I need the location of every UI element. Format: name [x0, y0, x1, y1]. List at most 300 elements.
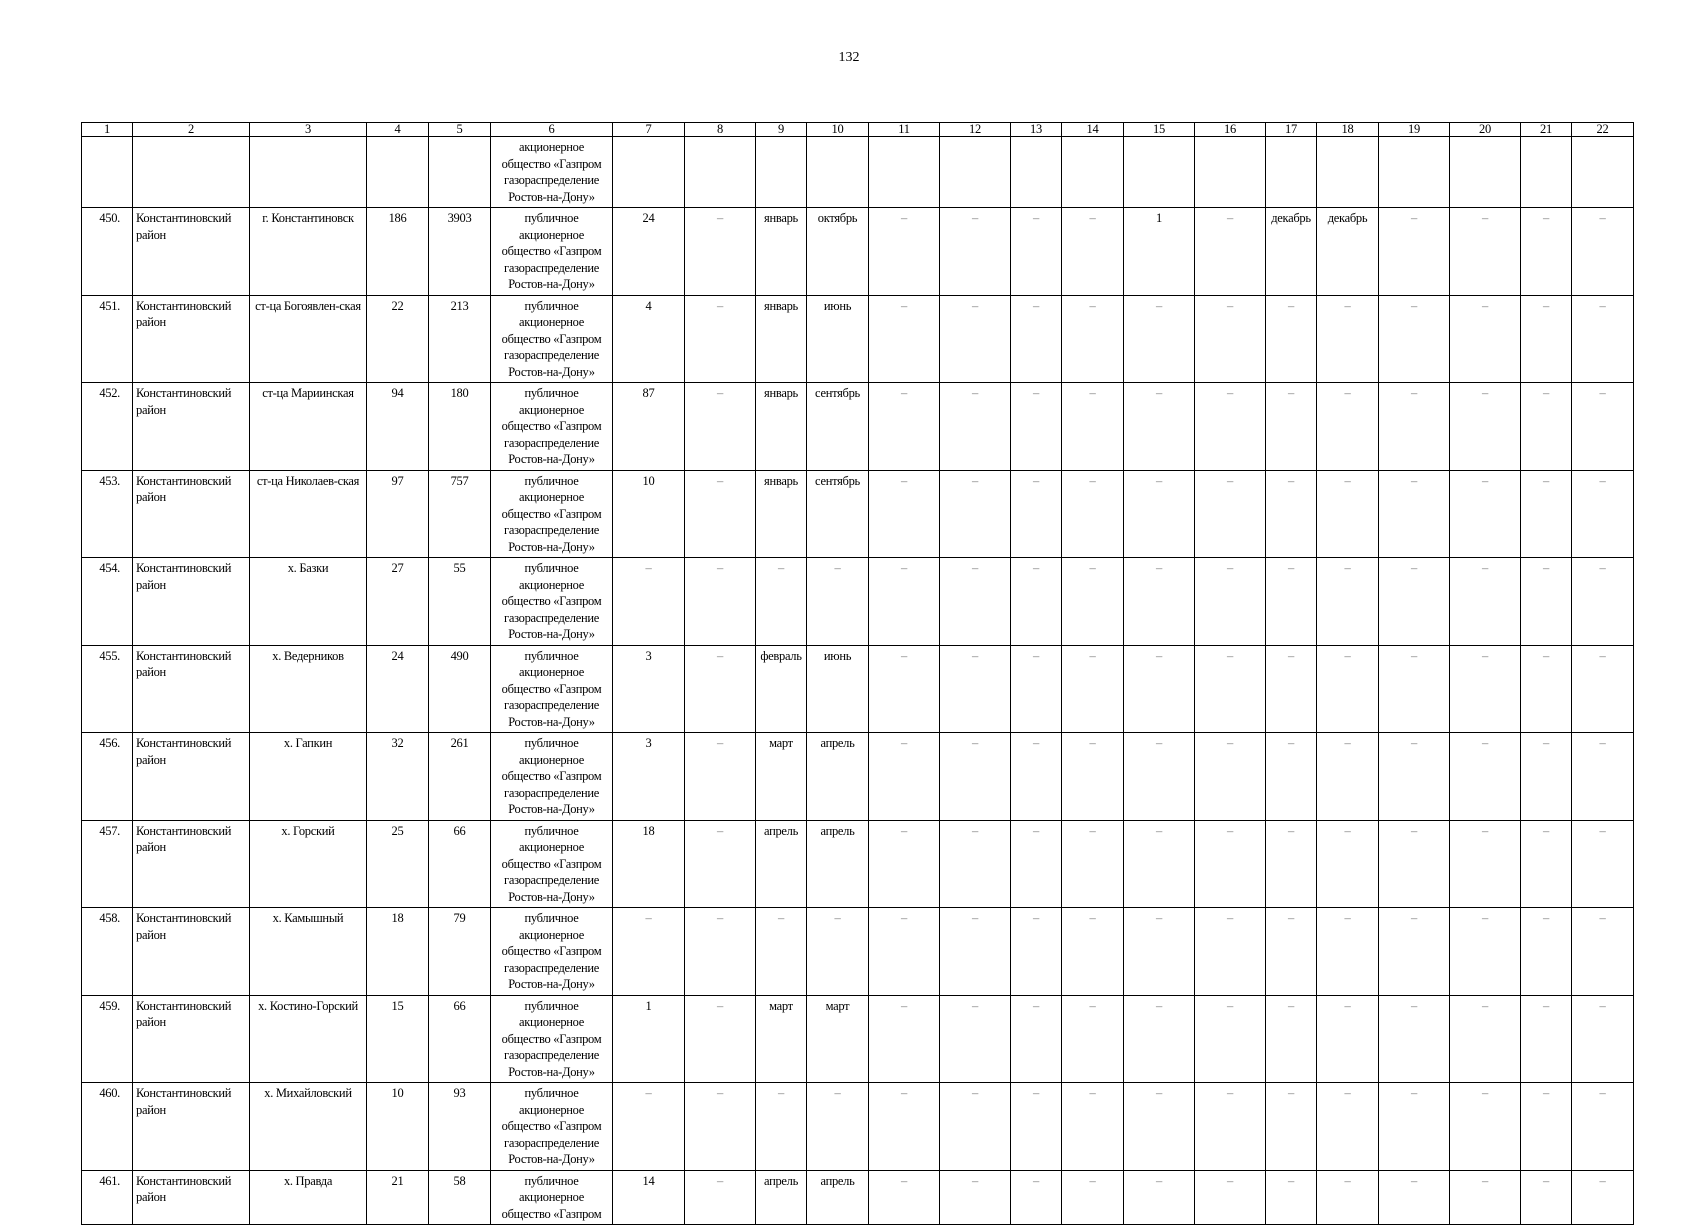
table-cell: январь — [756, 383, 807, 471]
table-cell: сентябрь — [807, 470, 869, 558]
table-cell: – — [1266, 820, 1317, 908]
table-cell: – — [1124, 470, 1195, 558]
table-cell: – — [1317, 995, 1379, 1083]
table-cell: – — [1521, 208, 1572, 296]
table-row-continuation — [82, 137, 1634, 208]
table-cell: – — [1062, 470, 1124, 558]
table-cell: – — [869, 383, 940, 471]
table-cell: январь — [756, 295, 807, 383]
table-cell: – — [685, 558, 756, 646]
table-cell: 32 — [367, 733, 429, 821]
table-cell: 55 — [429, 558, 491, 646]
table-cell: ст-ца Николаев-ская — [250, 470, 367, 558]
table-cell — [1124, 137, 1195, 208]
table-cell: 87 — [613, 383, 685, 471]
table-cell: – — [940, 295, 1011, 383]
table-cell: х. Горский — [250, 820, 367, 908]
table-cell: – — [613, 1083, 685, 1171]
table-row — [82, 1083, 1634, 1171]
table-cell: – — [1124, 908, 1195, 996]
table-cell: 757 — [429, 470, 491, 558]
table-cell: – — [1062, 1083, 1124, 1171]
table-cell: 451. — [82, 295, 133, 383]
table-cell: – — [1195, 1083, 1266, 1171]
column-header: 4 — [367, 123, 429, 137]
column-header: 16 — [1195, 123, 1266, 137]
table-cell: 456. — [82, 733, 133, 821]
table-cell: – — [1572, 820, 1634, 908]
table-cell: – — [1572, 1083, 1634, 1171]
table-cell: х. Базки — [250, 558, 367, 646]
table-cell: – — [1379, 470, 1450, 558]
table-cell: – — [1124, 995, 1195, 1083]
table-cell: публичное акционерное общество «Газпром газораспределение Ростов-на-Дону» — [491, 995, 613, 1083]
column-header: 3 — [250, 123, 367, 137]
table-cell: – — [869, 295, 940, 383]
table-cell: – — [1521, 820, 1572, 908]
table-cell: – — [1266, 645, 1317, 733]
table-cell: – — [1450, 295, 1521, 383]
table-cell — [940, 137, 1011, 208]
table-cell: – — [1450, 1083, 1521, 1171]
page-number: 132 — [838, 50, 860, 65]
table-cell: – — [940, 1170, 1011, 1225]
table-cell: 459. — [82, 995, 133, 1083]
table-cell: ст-ца Мариинская — [250, 383, 367, 471]
table-cell: – — [1195, 1170, 1266, 1225]
column-header: 17 — [1266, 123, 1317, 137]
table-cell — [133, 137, 250, 208]
table-cell: – — [869, 820, 940, 908]
table-cell: – — [1379, 995, 1450, 1083]
table-cell: – — [1572, 208, 1634, 296]
table-cell — [1572, 137, 1634, 208]
table-cell: х. Михайловский — [250, 1083, 367, 1171]
table-cell: – — [1521, 995, 1572, 1083]
table-cell: – — [1011, 558, 1062, 646]
table-cell — [429, 137, 491, 208]
column-header: 12 — [940, 123, 1011, 137]
table-cell: 4 — [613, 295, 685, 383]
table-cell: – — [1124, 295, 1195, 383]
table-cell: Константиновский район — [133, 1170, 250, 1225]
table-cell: – — [1317, 295, 1379, 383]
table-cell: Константиновский район — [133, 470, 250, 558]
table-row — [82, 558, 1634, 646]
table-cell: – — [1266, 1083, 1317, 1171]
table-cell: – — [1450, 733, 1521, 821]
table-cell: март — [756, 995, 807, 1083]
table-cell: – — [940, 558, 1011, 646]
table-cell — [1266, 137, 1317, 208]
column-header: 21 — [1521, 123, 1572, 137]
table-cell: апрель — [756, 1170, 807, 1225]
table-cell: – — [1011, 470, 1062, 558]
table-cell: – — [940, 645, 1011, 733]
table-cell: – — [1266, 295, 1317, 383]
table-cell: март — [756, 733, 807, 821]
table-cell: Константиновский район — [133, 558, 250, 646]
table-cell: январь — [756, 208, 807, 296]
table-cell: – — [685, 820, 756, 908]
table-cell: 455. — [82, 645, 133, 733]
table-cell: – — [940, 995, 1011, 1083]
table-cell: – — [869, 733, 940, 821]
table-cell: Константиновский район — [133, 383, 250, 471]
table-cell: – — [940, 1083, 1011, 1171]
table-cell: г. Константиновск — [250, 208, 367, 296]
table-cell: акционерное общество «Газпром газораспределение Ростов-на-Дону» — [491, 137, 613, 208]
table-cell: – — [1124, 645, 1195, 733]
table-cell: – — [1450, 470, 1521, 558]
table-cell: 180 — [429, 383, 491, 471]
table-cell: – — [1124, 733, 1195, 821]
table-cell: 10 — [367, 1083, 429, 1171]
table-row — [82, 908, 1634, 996]
table-cell: – — [1317, 733, 1379, 821]
table-cell — [1062, 137, 1124, 208]
table-row — [82, 295, 1634, 383]
table-cell: – — [756, 908, 807, 996]
table-cell: – — [1450, 383, 1521, 471]
table-cell: публичное акционерное общество «Газпром газораспределение Ростов-на-Дону» — [491, 733, 613, 821]
table-cell: х. Камышный — [250, 908, 367, 996]
table-cell: – — [1317, 1083, 1379, 1171]
table-cell: 460. — [82, 1083, 133, 1171]
table-cell: – — [869, 208, 940, 296]
table-cell: – — [1572, 470, 1634, 558]
table-cell: сентябрь — [807, 383, 869, 471]
table-cell: – — [1450, 820, 1521, 908]
table-cell: – — [1062, 383, 1124, 471]
table-cell: апрель — [807, 733, 869, 821]
table-cell: публичное акционерное общество «Газпром газораспределение Ростов-на-Дону» — [491, 295, 613, 383]
table-cell: публичное акционерное общество «Газпром газораспределение Ростов-на-Дону» — [491, 1083, 613, 1171]
table-cell: – — [1521, 558, 1572, 646]
table-cell: апрель — [807, 820, 869, 908]
table-cell — [756, 137, 807, 208]
table-cell: публичное акционерное общество «Газпром газораспределение Ростов-на-Дону» — [491, 645, 613, 733]
table-cell: публичное акционерное общество «Газпром газораспределение Ростов-на-Дону» — [491, 208, 613, 296]
table-cell: ст-ца Богоявлен-ская — [250, 295, 367, 383]
table-cell: – — [1266, 558, 1317, 646]
column-header: 11 — [869, 123, 940, 137]
table-cell: – — [1450, 645, 1521, 733]
table-cell: 3903 — [429, 208, 491, 296]
table-cell: – — [1317, 558, 1379, 646]
table-row — [82, 470, 1634, 558]
table-cell: – — [1011, 383, 1062, 471]
table-cell — [250, 137, 367, 208]
table-cell: – — [1572, 558, 1634, 646]
table-cell: – — [1317, 645, 1379, 733]
table-cell: – — [1379, 733, 1450, 821]
table-cell: публичное акционерное общество «Газпром газораспределение Ростов-на-Дону» — [491, 908, 613, 996]
table-cell: 490 — [429, 645, 491, 733]
column-header: 19 — [1379, 123, 1450, 137]
table-cell — [1011, 137, 1062, 208]
table-cell: – — [1266, 1170, 1317, 1225]
table-cell — [613, 137, 685, 208]
table-cell: – — [1521, 908, 1572, 996]
table-cell: – — [869, 645, 940, 733]
table-cell: 22 — [367, 295, 429, 383]
table-cell: х. Костино-Горский — [250, 995, 367, 1083]
table-cell: Константиновский район — [133, 208, 250, 296]
table-cell — [367, 137, 429, 208]
table-cell: – — [807, 908, 869, 996]
column-header: 7 — [613, 123, 685, 137]
table-cell: – — [1124, 1083, 1195, 1171]
table-cell: – — [685, 1083, 756, 1171]
column-header: 13 — [1011, 123, 1062, 137]
table-cell: – — [1450, 208, 1521, 296]
table-cell: – — [1266, 908, 1317, 996]
table-cell: 21 — [367, 1170, 429, 1225]
table-cell: 450. — [82, 208, 133, 296]
column-header: 6 — [491, 123, 613, 137]
table-cell: – — [1124, 1170, 1195, 1225]
table-cell: – — [1011, 295, 1062, 383]
table-cell: март — [807, 995, 869, 1083]
table-cell: июнь — [807, 645, 869, 733]
table-cell — [1195, 137, 1266, 208]
table-cell: 15 — [367, 995, 429, 1083]
table-cell: – — [1062, 820, 1124, 908]
table-cell: 66 — [429, 820, 491, 908]
table-cell: 58 — [429, 1170, 491, 1225]
table-cell: февраль — [756, 645, 807, 733]
table-cell: – — [869, 1170, 940, 1225]
table-cell: – — [869, 470, 940, 558]
table-cell: октябрь — [807, 208, 869, 296]
table-cell — [685, 137, 756, 208]
table-cell: 1 — [613, 995, 685, 1083]
table-cell: – — [685, 470, 756, 558]
table-cell: – — [685, 295, 756, 383]
table-cell: – — [1521, 1083, 1572, 1171]
table-cell: публичное акционерное общество «Газпром газораспределение Ростов-на-Дону» — [491, 558, 613, 646]
table-cell: – — [1062, 995, 1124, 1083]
table-cell: 453. — [82, 470, 133, 558]
table-cell: – — [1379, 383, 1450, 471]
table-cell: – — [1379, 820, 1450, 908]
table-cell: январь — [756, 470, 807, 558]
table-cell: х. Правда — [250, 1170, 367, 1225]
table-cell: 79 — [429, 908, 491, 996]
table-cell: 454. — [82, 558, 133, 646]
table-cell: – — [685, 1170, 756, 1225]
table-cell: – — [1266, 995, 1317, 1083]
table-cell: – — [1011, 1083, 1062, 1171]
table-cell: Константиновский район — [133, 1083, 250, 1171]
table-cell: 3 — [613, 733, 685, 821]
table-cell: – — [1521, 1170, 1572, 1225]
table-cell: – — [1062, 558, 1124, 646]
table-row — [82, 645, 1634, 733]
table-cell: – — [940, 383, 1011, 471]
table-cell: 25 — [367, 820, 429, 908]
table-cell: х. Гапкин — [250, 733, 367, 821]
table-cell: – — [1379, 1170, 1450, 1225]
table-cell: 186 — [367, 208, 429, 296]
table-cell: – — [940, 208, 1011, 296]
table-cell: – — [1379, 208, 1450, 296]
table-cell: июнь — [807, 295, 869, 383]
table-cell: 27 — [367, 558, 429, 646]
table-cell: 66 — [429, 995, 491, 1083]
table-cell: публичное акционерное общество «Газпром газораспределение Ростов-на-Дону» — [491, 383, 613, 471]
table-cell: – — [685, 908, 756, 996]
table-cell: – — [1521, 470, 1572, 558]
table-cell: х. Ведерников — [250, 645, 367, 733]
column-header: 8 — [685, 123, 756, 137]
table-cell: Константиновский район — [133, 295, 250, 383]
table-cell: – — [756, 1083, 807, 1171]
table-cell: – — [1062, 645, 1124, 733]
table-cell: Константиновский район — [133, 733, 250, 821]
table-cell: – — [685, 995, 756, 1083]
table-cell: апрель — [756, 820, 807, 908]
table-cell: – — [940, 908, 1011, 996]
table-body — [82, 137, 1634, 1225]
table-cell: публичное акционерное общество «Газпром газораспределение Ростов-на-Дону» — [491, 470, 613, 558]
table-cell: – — [1379, 908, 1450, 996]
table-cell — [807, 137, 869, 208]
table-cell: – — [1011, 908, 1062, 996]
table-cell: 18 — [367, 908, 429, 996]
table-cell: – — [1195, 733, 1266, 821]
table-cell: 93 — [429, 1083, 491, 1171]
column-header: 10 — [807, 123, 869, 137]
table-cell: – — [869, 558, 940, 646]
table-row — [82, 733, 1634, 821]
table-cell: – — [1062, 1170, 1124, 1225]
table-cell: – — [1011, 733, 1062, 821]
table-cell: – — [1450, 995, 1521, 1083]
column-header: 20 — [1450, 123, 1521, 137]
table-cell: – — [1572, 645, 1634, 733]
table-cell: – — [807, 558, 869, 646]
table-cell: – — [1266, 470, 1317, 558]
table-cell: Константиновский район — [133, 908, 250, 996]
table-row — [82, 820, 1634, 908]
table-cell: – — [1266, 383, 1317, 471]
column-header: 9 — [756, 123, 807, 137]
table-cell: – — [940, 470, 1011, 558]
table-cell: декабрь — [1317, 208, 1379, 296]
table-cell: – — [1195, 208, 1266, 296]
table-cell: – — [613, 908, 685, 996]
table-cell: – — [1521, 295, 1572, 383]
table-cell: – — [1195, 908, 1266, 996]
table-cell: – — [1195, 470, 1266, 558]
table-cell — [869, 137, 940, 208]
table-cell: – — [1521, 645, 1572, 733]
table-cell: 97 — [367, 470, 429, 558]
table-cell: – — [1317, 1170, 1379, 1225]
table-cell: – — [1124, 820, 1195, 908]
table-cell: – — [1450, 908, 1521, 996]
data-table — [81, 122, 1634, 1225]
table-cell: – — [1062, 733, 1124, 821]
table-cell: – — [1317, 908, 1379, 996]
table-cell: – — [685, 208, 756, 296]
column-header: 5 — [429, 123, 491, 137]
table-cell: Константиновский район — [133, 820, 250, 908]
table-cell: – — [1572, 908, 1634, 996]
table-row — [82, 1170, 1634, 1225]
table-cell: – — [1011, 1170, 1062, 1225]
table-cell: – — [1195, 645, 1266, 733]
table-cell — [1379, 137, 1450, 208]
table-cell: – — [1317, 470, 1379, 558]
table-cell: 213 — [429, 295, 491, 383]
table-cell: – — [1521, 733, 1572, 821]
table-cell: – — [1195, 295, 1266, 383]
table-cell: – — [1450, 1170, 1521, 1225]
table-cell: – — [756, 558, 807, 646]
table-header — [82, 123, 1634, 137]
table-cell: – — [685, 383, 756, 471]
table-cell: 458. — [82, 908, 133, 996]
table-cell: – — [1011, 208, 1062, 296]
table-cell: – — [1379, 295, 1450, 383]
column-header: 1 — [82, 123, 133, 137]
table-cell: – — [1521, 383, 1572, 471]
table-cell — [1450, 137, 1521, 208]
column-header: 18 — [1317, 123, 1379, 137]
table-cell: – — [1266, 733, 1317, 821]
table-cell: – — [1572, 295, 1634, 383]
table-cell — [1521, 137, 1572, 208]
table-cell: 261 — [429, 733, 491, 821]
table-cell: – — [940, 733, 1011, 821]
table-cell: – — [869, 995, 940, 1083]
table-cell: – — [1124, 558, 1195, 646]
table-cell: – — [1062, 295, 1124, 383]
table-cell: – — [1572, 733, 1634, 821]
table-cell: – — [1379, 645, 1450, 733]
table-cell: Константиновский район — [133, 645, 250, 733]
table-cell: апрель — [807, 1170, 869, 1225]
table-cell: декабрь — [1266, 208, 1317, 296]
table-cell: 457. — [82, 820, 133, 908]
column-header: 14 — [1062, 123, 1124, 137]
table-cell: – — [1450, 558, 1521, 646]
table-cell: – — [1195, 558, 1266, 646]
table-cell: – — [1379, 1083, 1450, 1171]
table-row — [82, 995, 1634, 1083]
table-cell: 452. — [82, 383, 133, 471]
table-cell: – — [1379, 558, 1450, 646]
table-cell: 461. — [82, 1170, 133, 1225]
table-cell: – — [1572, 1170, 1634, 1225]
table-cell: – — [613, 558, 685, 646]
table-cell: – — [685, 645, 756, 733]
table-cell: 14 — [613, 1170, 685, 1225]
table-cell: 3 — [613, 645, 685, 733]
table-cell: 10 — [613, 470, 685, 558]
column-header: 2 — [133, 123, 250, 137]
table-cell: – — [807, 1083, 869, 1171]
table-cell: Константиновский район — [133, 995, 250, 1083]
table-cell: – — [1124, 383, 1195, 471]
table-cell: – — [1317, 820, 1379, 908]
table-cell: 94 — [367, 383, 429, 471]
table-cell: публичное акционерное общество «Газпром газораспределение Ростов-на-Дону» — [491, 820, 613, 908]
table-cell: 24 — [613, 208, 685, 296]
